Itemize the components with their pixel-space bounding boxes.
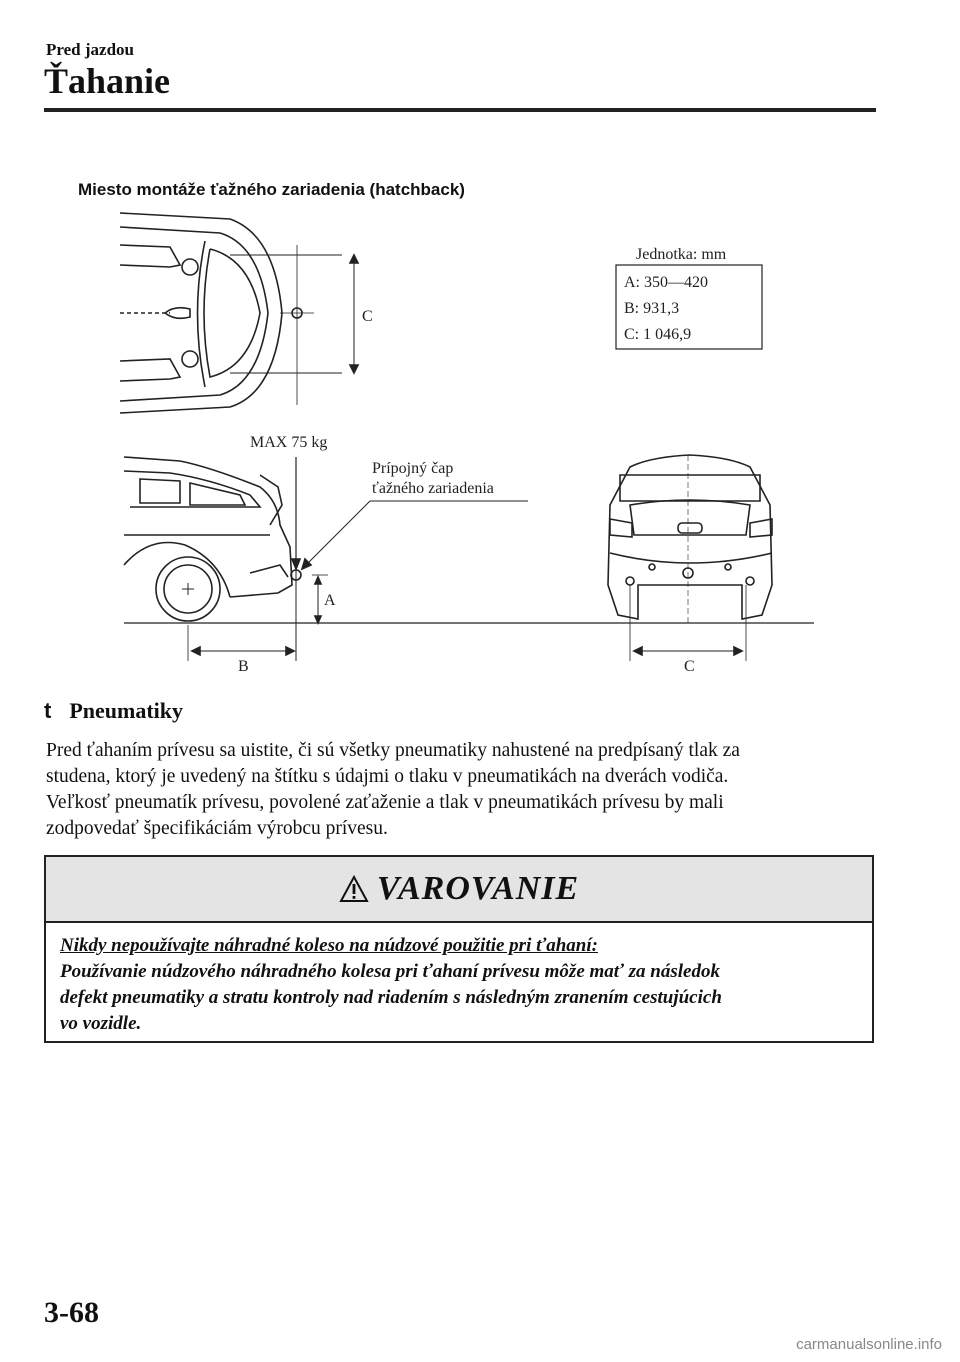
chapter-title: Ťahanie bbox=[44, 61, 171, 101]
warning-line: Používanie núdzového náhradného kolesa pri ťahaní prívesu môže mať za následok bbox=[60, 961, 720, 982]
paragraph-line: Veľkosť pneumatík prívesu, povolené zaťaženie a tlak v pneumatikách prívesu by mali bbox=[46, 792, 724, 813]
paragraph-line: Pred ťahaním prívesu sa uistite, či sú všetky pneumatiky nahustené na predpísaný tlak za bbox=[46, 740, 740, 761]
label-b: B bbox=[238, 658, 249, 675]
warning-header bbox=[46, 857, 872, 923]
warning-line: defekt pneumatiky a stratu kontroly nad riadením s následným zranením cestujúcich bbox=[60, 987, 722, 1008]
section-title: Pneumatiky bbox=[69, 698, 184, 723]
warning-box bbox=[44, 855, 874, 1043]
spec-b: B: 931,3 bbox=[624, 300, 680, 317]
spec-a: A: 350—420 bbox=[624, 274, 708, 291]
section-heading bbox=[44, 698, 183, 724]
warning-body bbox=[46, 923, 872, 1037]
warning-triangle-icon bbox=[339, 875, 369, 903]
warning-line: vo vozidle. bbox=[60, 1013, 142, 1034]
hitch-label-line1: Prípojný čap bbox=[372, 460, 454, 477]
section-bullet: t bbox=[44, 698, 52, 723]
warning-heading: Nikdy nepoužívajte náhradné koleso na núdzové použitie pri ťahaní: bbox=[60, 935, 598, 956]
warning-title: VAROVANIE bbox=[376, 870, 580, 907]
watermark: carmanualsonline.info bbox=[796, 1336, 942, 1353]
car-top-view bbox=[120, 213, 358, 413]
paragraph-line: studena, ktorý je uvedený na štítku s údajmi o tlaku v pneumatikách na dverách vodiča. bbox=[46, 766, 729, 787]
paragraph-line: zodpovedať špecifikáciám výrobcu prívesu. bbox=[46, 818, 388, 839]
label-c-rear: C bbox=[684, 658, 695, 675]
page-number: 3-68 bbox=[44, 1296, 99, 1329]
label-c-top: C bbox=[362, 308, 373, 325]
hitch-diagram bbox=[110, 205, 830, 685]
label-a: A bbox=[324, 592, 336, 609]
header-rule bbox=[44, 108, 876, 112]
hitch-label-line2: ťažného zariadenia bbox=[372, 480, 494, 497]
figure-caption: Miesto montáže ťažného zariadenia (hatchback) bbox=[78, 180, 465, 199]
body-paragraph bbox=[46, 738, 876, 842]
spec-c: C: 1 046,9 bbox=[624, 326, 692, 343]
car-side-view bbox=[124, 457, 292, 621]
max-load-label: MAX 75 kg bbox=[250, 434, 328, 451]
unit-label: Jednotka: mm bbox=[636, 246, 727, 263]
car-rear-view bbox=[608, 455, 772, 623]
section-name: Pred jazdou bbox=[46, 40, 134, 59]
